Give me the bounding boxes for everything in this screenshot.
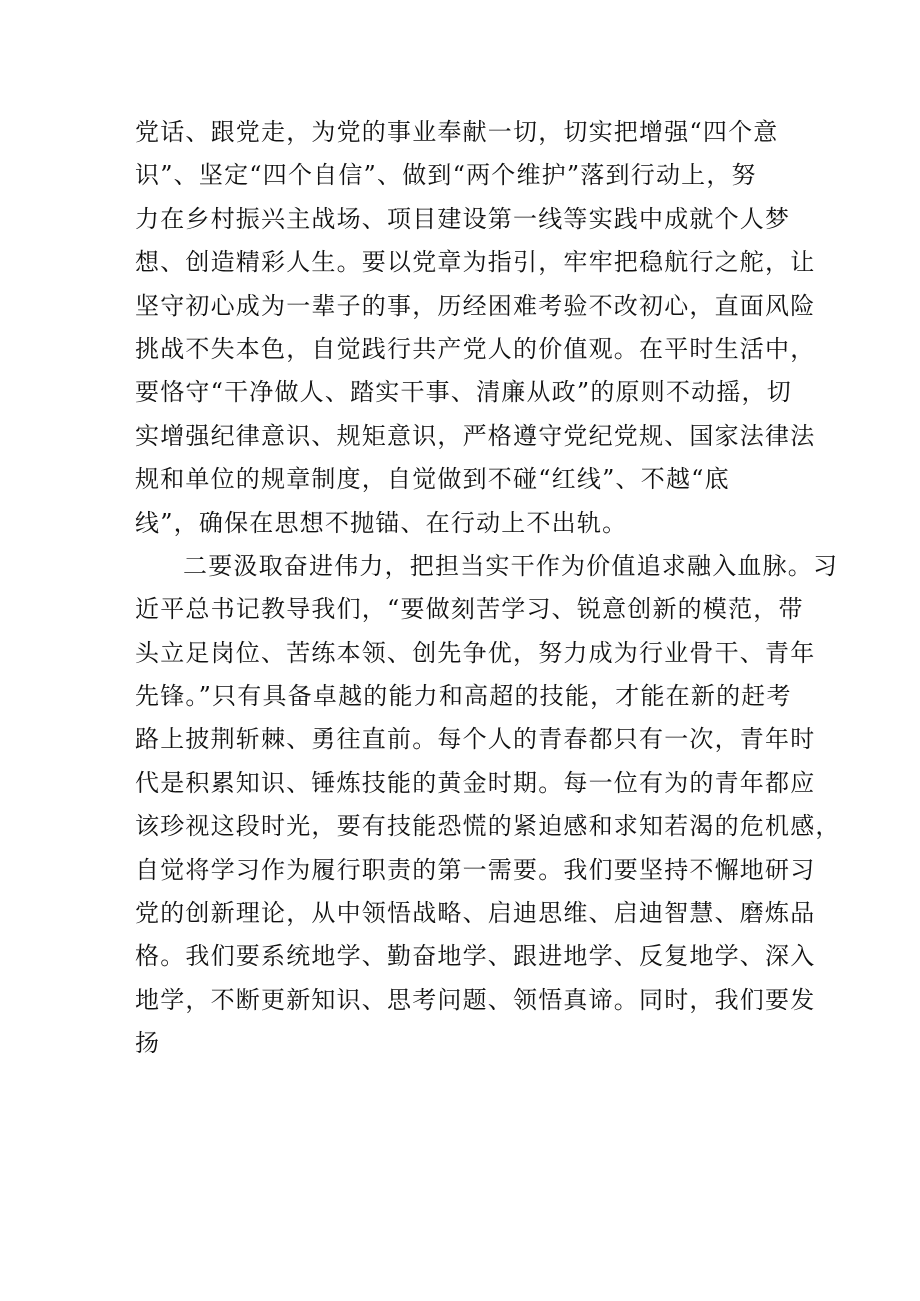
text-line: 党的创新理论，从中领悟战略、启迪思维、启迪智慧、磨炼品 [135,899,816,928]
text-line: 自觉将学习作为履行职责的第一需要。我们要坚持不懈地研习 [135,855,816,884]
body-text [135,111,841,1066]
text-line: 要恪守“干净做人、踏实干事、清廉从政”的原则不动摇，切 [135,378,792,407]
text-line: 地学，不断更新知识、思考问题、领悟真谛。同时，我们要发 [135,985,816,1014]
text-line: 线”，确保在思想不抛锚、在行动上不出轨。 [135,508,628,537]
text-line: 头立足岗位、苦练本领、创先争优，努力成为行业骨干、青年 [135,638,816,667]
text-line: 该珍视这段时光，要有技能恐慌的紧迫感和求知若渴的危机感， [135,812,841,841]
text-line: 实增强纪律意识、规矩意识，严格遵守党纪党规、国家法律法 [135,421,816,450]
text-line: 格。我们要系统地学、勤奋地学、跟进地学、反复地学、深入 [135,942,816,971]
text-line: 扬 [135,1029,161,1058]
text-line: 代是积累知识、锤炼技能的黄金时期。每一位有为的青年都应 [135,768,816,797]
text-line: 先锋。”只有具备卓越的能力和高超的技能，才能在新的赶考 [135,682,792,711]
text-line: 坚守初心成为一辈子的事，历经困难考验不改初心，直面风险 [135,291,816,320]
text-line: 路上披荆斩棘、勇往直前。每个人的青春都只有一次，青年时 [135,725,816,754]
text-line: 想、创造精彩人生。要以党章为指引，牢牢把稳航行之舵，让 [135,248,816,277]
text-line: 规和单位的规章制度，自觉做到不碰“红线”、不越“底 [135,465,730,494]
text-line: 识”、坚定“四个自信”、做到“两个维护”落到行动上，努 [135,161,757,190]
text-line: 党话、跟党走，为党的事业奉献一切，切实把增强“四个意 [135,118,779,146]
text-line: 近平总书记教导我们，“要做刻苦学习、锐意创新的模范，带 [135,595,804,624]
text-line: 挑战不失本色，自觉践行共产党人的价值观。在平时生活中， [135,334,816,363]
paragraph-start-line: 二要汲取奋进伟力，把担当实干作为价值追求融入血脉。习 [183,551,839,580]
text-line: 力在乡村振兴主战场、项目建设第一线等实践中成就个人梦 [135,204,791,233]
